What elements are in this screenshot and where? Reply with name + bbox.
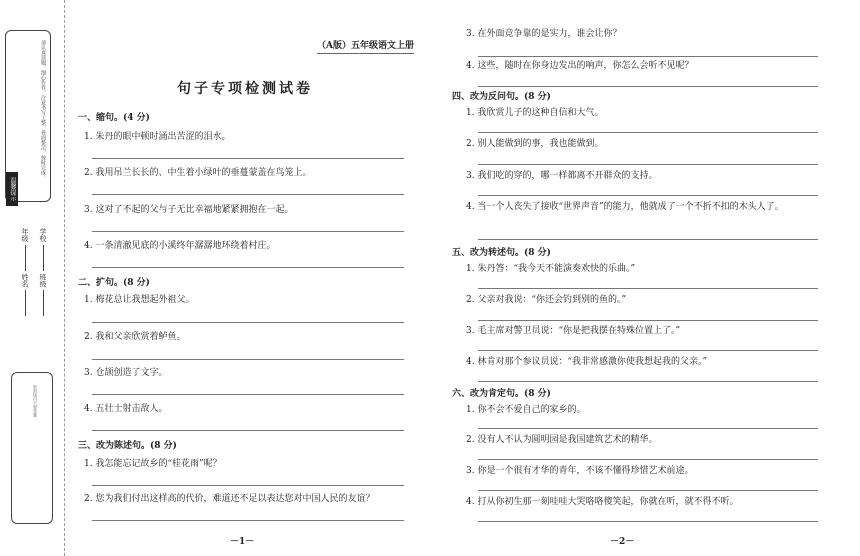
question-item: 2. 您为我们付出这样高的代价，难道还不足以表达您对中国人民的友谊？ xyxy=(84,494,375,504)
section-heading: 一、缩句。(4 分) xyxy=(78,113,150,123)
question-item: 4. 林肯对那个参议员说：“我非常感激你使我想起我的父亲。” xyxy=(466,357,708,367)
answer-line[interactable] xyxy=(92,194,404,195)
answer-line[interactable] xyxy=(92,359,404,360)
question-item: 1. 你不会不爱自己的家乡的。 xyxy=(466,405,586,415)
question-item: 4. 五壮士射击敌人。 xyxy=(84,404,168,414)
question-item: 3. 在外面竞争靠的是实力，谁会让你？ xyxy=(466,29,622,39)
question-item: 2. 别人能做到的事，我也能做到。 xyxy=(466,139,604,149)
answer-line[interactable] xyxy=(92,485,404,486)
answer-line[interactable] xyxy=(478,490,818,491)
question-item: 4. 当一个人丧失了接收“世界声音”的能力，他就成了一个不折不扣的木头人了。 xyxy=(466,202,784,212)
question-item: 1. 朱丹答：“我今天不能演奏欢快的乐曲。” xyxy=(466,264,636,274)
question-item: 2. 父亲对我说：“你还会钓到别的鱼的。” xyxy=(466,295,627,305)
question-item: 4. 这些，随时在你身边发出的响声，你怎么会听不见呢？ xyxy=(466,61,694,71)
answer-line[interactable] xyxy=(478,195,818,196)
answer-line[interactable] xyxy=(478,132,818,133)
answer-line[interactable] xyxy=(478,56,818,57)
question-item: 3. 毛主席对警卫员说：“你是把我摆在特殊位置上了。” xyxy=(466,326,681,336)
section-heading: 二、扩句。(8 分) xyxy=(78,278,150,288)
answer-line[interactable] xyxy=(478,350,818,351)
seal-text: 密封线内不要答题 xyxy=(33,385,38,417)
question-item: 1. 朱丹的眼中顿时涌出苦涩的泪水。 xyxy=(84,132,231,142)
binding-strip xyxy=(0,0,65,556)
grade-field[interactable] xyxy=(25,245,26,271)
question-item: 2. 没有人不认为圆明园是我国建筑艺术的精华。 xyxy=(466,435,658,445)
question-item: 1. 梅花总让我想起外祖父。 xyxy=(84,295,195,305)
answer-line[interactable] xyxy=(478,521,818,522)
answer-line[interactable] xyxy=(478,320,818,321)
section-heading: 四、改为反问句。(8 分) xyxy=(452,92,551,102)
section-heading: 五、改为转述句。(8 分) xyxy=(452,248,551,258)
answer-line[interactable] xyxy=(92,231,404,232)
question-item: 1. 我怎能忘记故乡的“桂花雨”呢？ xyxy=(84,459,222,469)
answer-line[interactable] xyxy=(92,158,404,159)
section-heading: 三、改为陈述句。(8 分) xyxy=(78,441,177,451)
school-field[interactable] xyxy=(43,245,44,271)
grade-label: 年级 xyxy=(21,228,29,242)
instructions-label: 温馨提示 xyxy=(6,172,18,206)
question-item: 4. 一条清澈见底的小溪终年潺潺地环绕着村庄。 xyxy=(84,241,276,251)
class-field[interactable] xyxy=(43,290,44,316)
class-label: 班级 xyxy=(39,273,47,288)
student-info-fields xyxy=(12,228,52,358)
answer-line[interactable] xyxy=(92,394,404,395)
exam-title: 句子专项检测试卷 xyxy=(177,81,313,97)
answer-line[interactable] xyxy=(478,381,818,382)
question-item: 3. 你是一个很有才华的青年，不该不懂得珍惜艺术前途。 xyxy=(466,466,694,476)
name-field[interactable] xyxy=(25,290,26,316)
school-label: 学校 xyxy=(39,228,47,242)
question-item: 3. 这对了不起的父与子无比幸福地紧紧拥抱在一起。 xyxy=(84,205,294,215)
answer-line[interactable] xyxy=(92,430,404,431)
page-number: －1－ xyxy=(230,537,255,547)
page-left xyxy=(70,0,420,556)
answer-line[interactable] xyxy=(478,164,818,165)
section-heading: 六、改为肯定句。(8 分) xyxy=(452,389,551,399)
answer-line[interactable] xyxy=(92,267,404,268)
question-item: 1. 我欣赏儿子的这种自信和大气。 xyxy=(466,108,604,118)
page-number: －2－ xyxy=(610,537,635,547)
question-item: 2. 我用吊兰长长的、中生着小绿叶的垂蔓蒙盖在鸟笼上。 xyxy=(84,168,312,178)
answer-line[interactable] xyxy=(478,86,818,87)
answer-line[interactable] xyxy=(478,459,818,460)
answer-line[interactable] xyxy=(92,322,404,323)
answer-line[interactable] xyxy=(478,288,818,289)
answer-line[interactable] xyxy=(478,428,818,429)
question-item: 2. 我和父亲欣赏着鲈鱼。 xyxy=(84,332,186,342)
name-label: 姓名 xyxy=(21,273,29,288)
page-right xyxy=(448,0,848,556)
question-item: 3. 仓颉创造了文字。 xyxy=(84,368,168,378)
answer-line[interactable] xyxy=(92,520,404,521)
answer-line[interactable] xyxy=(478,239,818,240)
question-item: 3. 我们吃的穿的，哪一样都离不开群众的支持。 xyxy=(466,171,658,181)
book-header: （A版）五年级语文上册 xyxy=(317,38,414,54)
question-item: 4. 打从你初生那一刻哇哇大哭咯咯傻笑起，你就在听，就不得不听。 xyxy=(466,497,739,507)
instructions-text: 请认真读题，细心作答，注意书写工整，卷面整洁，按时完成。 xyxy=(40,40,46,180)
